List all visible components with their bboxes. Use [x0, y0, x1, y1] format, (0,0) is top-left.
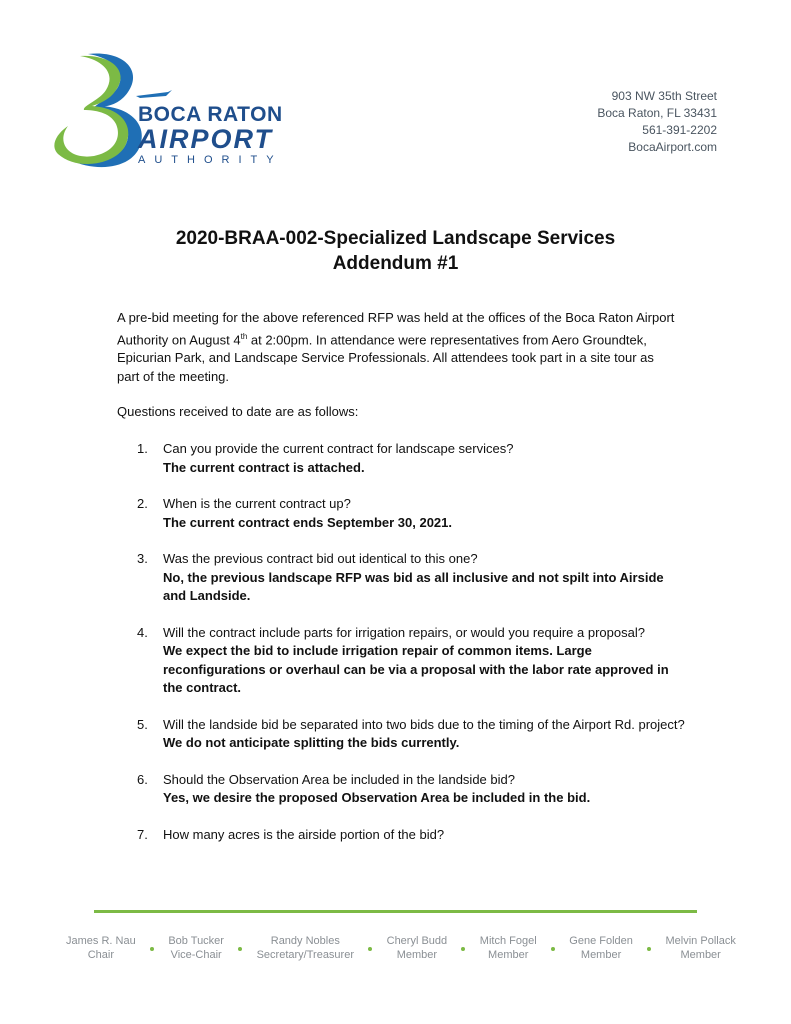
question-number: 1.	[137, 441, 148, 456]
question-number: 5.	[137, 716, 148, 732]
separator-dot-icon	[551, 947, 555, 951]
logo-line-1: BOCA RATON	[138, 103, 283, 126]
intro-part-1: A pre-bid meeting for the above referenced RFP was held at the offices of the Boca Raton Airport Authority on August 4	[117, 310, 675, 347]
question-item	[117, 771, 687, 808]
question-item	[117, 826, 687, 845]
separator-dot-icon	[150, 947, 154, 951]
question-item	[117, 624, 687, 698]
separator-dot-icon	[238, 947, 242, 951]
member-role: Member	[680, 949, 721, 961]
member-name: Cheryl Budd	[386, 935, 448, 947]
separator-dot-icon	[647, 947, 651, 951]
question-text: When is the current contract up?	[163, 496, 351, 511]
board-member	[168, 934, 224, 962]
intro-part-2: at 2:00pm. In attendance were representatives from Aero Groundtek, Epicurian Park, and Landscape Service Professionals. All attendees took part in a site tour as part of the meeting.	[117, 331, 654, 384]
question-item	[117, 550, 687, 606]
logo-wordmark	[138, 104, 283, 168]
question-number: 6.	[137, 771, 148, 787]
member-role: Chair	[87, 949, 114, 961]
address-street: 903 NW 35th Street	[611, 89, 717, 103]
logo-line-3: AUTHORITY	[138, 154, 283, 166]
answer-text: We expect the bid to include irrigation repair of common items. Large reconfigurations or overhaul can be via a proposal with the labor rate approved in the contract.	[163, 643, 669, 695]
address-city: Boca Raton, FL 33431	[597, 106, 717, 120]
answer-text: The current contract is attached.	[163, 459, 365, 475]
question-item	[117, 495, 687, 532]
title-line-2: Addendum #1	[332, 253, 459, 274]
member-name: Melvin Pollack	[665, 935, 736, 947]
member-name: James R. Nau	[66, 935, 136, 947]
separator-dot-icon	[461, 947, 465, 951]
member-role: Member	[396, 949, 438, 961]
board-member	[480, 934, 537, 962]
member-name: Bob Tucker	[168, 935, 224, 947]
board-members	[66, 934, 736, 962]
member-name: Randy Nobles	[270, 935, 340, 947]
member-name: Mitch Fogel	[479, 935, 537, 947]
question-item	[117, 716, 687, 753]
footer-divider	[94, 910, 697, 913]
question-text: Will the contract include parts for irrigation repairs, or would you require a proposal?	[163, 624, 645, 640]
question-text: Was the previous contract bid out identical to this one?	[163, 551, 478, 566]
board-member	[387, 934, 448, 962]
question-text: Should the Observation Area be included in the landside bid?	[163, 771, 515, 787]
question-text: Will the landside bid be separated into two bids due to the timing of the Airport Rd. project?	[163, 716, 685, 732]
question-number: 4.	[137, 624, 148, 640]
intro-paragraph	[117, 309, 677, 386]
board-member	[666, 934, 736, 962]
member-role: Member	[488, 949, 529, 961]
board-member	[257, 934, 354, 962]
boca-raton-airport-logo	[48, 48, 288, 173]
questions-list	[117, 440, 687, 862]
questions-lead: Questions received to date are as follows:	[117, 404, 359, 419]
member-role: Vice-Chair	[170, 949, 222, 961]
title-line-1: 2020-BRAA-002-Specialized Landscape Services	[175, 228, 616, 249]
answer-text: Yes, we desire the proposed Observation Area be included in the bid.	[163, 790, 591, 805]
answer-text: The current contract ends September 30, 2021.	[163, 514, 452, 530]
member-name: Gene Folden	[569, 935, 633, 947]
logo-line-2: AIRPORT	[138, 124, 274, 154]
member-role: Secretary/Treasurer	[256, 949, 354, 961]
board-member	[569, 934, 633, 962]
member-role: Member	[580, 949, 622, 961]
intro-superscript: th	[240, 331, 248, 341]
document-title	[0, 226, 791, 276]
question-number: 7.	[137, 826, 148, 842]
address-block	[597, 88, 717, 156]
separator-dot-icon	[368, 947, 372, 951]
address-phone: 561-391-2202	[642, 123, 717, 137]
address-website: BocaAirport.com	[628, 140, 717, 154]
question-number: 3.	[137, 551, 148, 566]
question-number: 2.	[137, 496, 148, 511]
question-text: Can you provide the current contract for landscape services?	[163, 441, 514, 456]
board-member	[66, 934, 136, 962]
question-item	[117, 440, 687, 477]
question-text: How many acres is the airside portion of the bid?	[163, 826, 445, 842]
answer-text: We do not anticipate splitting the bids currently.	[163, 735, 460, 750]
answer-text: No, the previous landscape RFP was bid as all inclusive and not spilt into Airside and Landside.	[163, 569, 664, 603]
